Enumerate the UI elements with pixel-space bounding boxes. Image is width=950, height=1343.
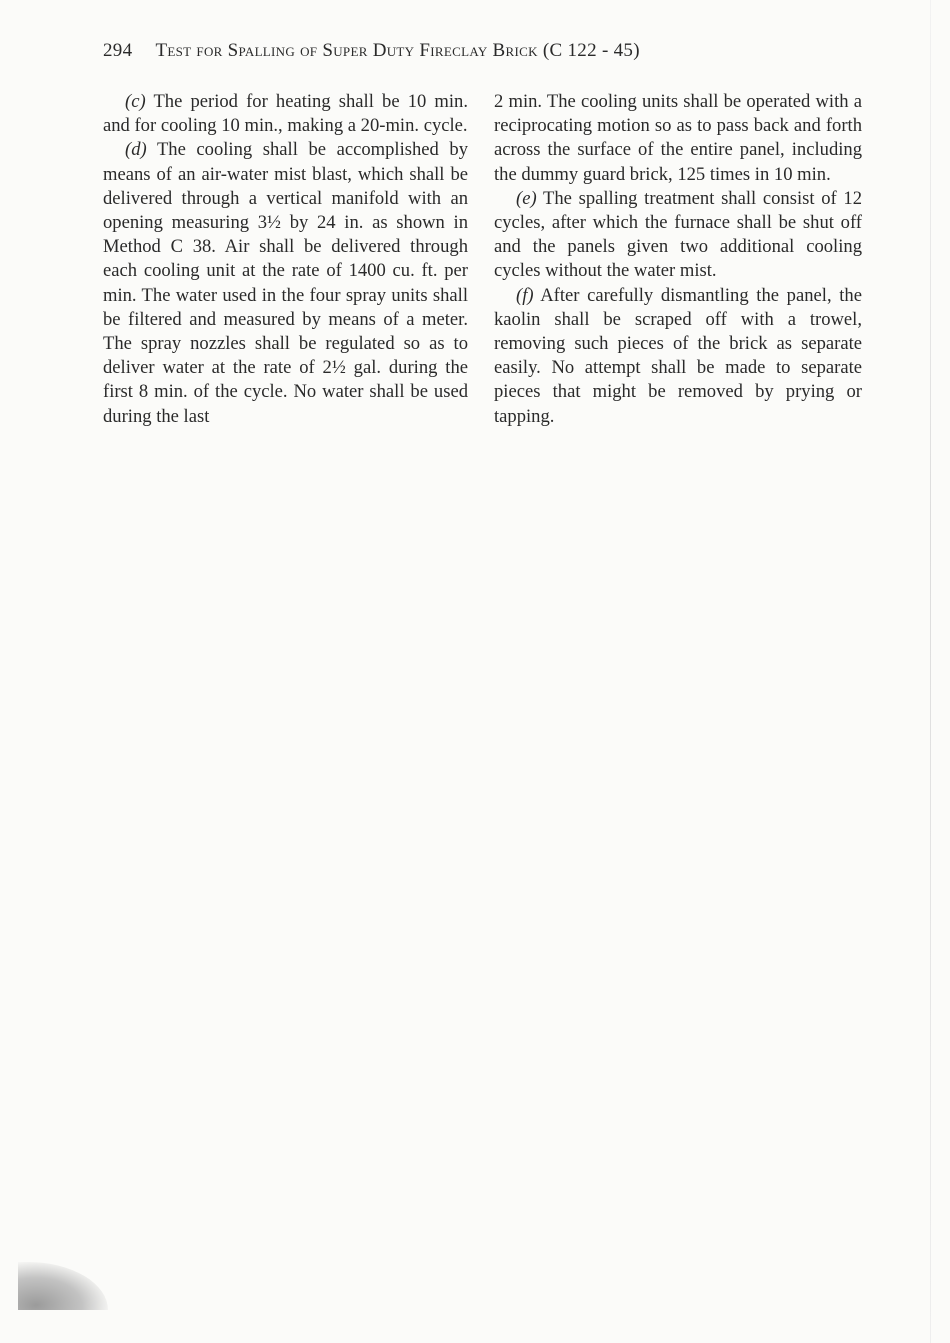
paragraph-c <box>103 90 468 138</box>
scanner-thumb-shadow <box>18 1262 108 1310</box>
paragraph-f <box>494 284 862 429</box>
paragraph-d-text: The cooling shall be accomplished by means of an air-water mist blast, which shall be delivered through a vertical manifold with an opening measuring 3½ by 24 in. as shown in Method C 38. Air shall be delivered through each cooling unit at the rate of 1400 cu. ft. per min. The water used in the four spray units shall be filtered and measured by means of a meter. The spray nozzles shall be regulated so as to deliver water at the rate of 2½ gal. during the first 8 min. of the cycle. No water shall be used during the last <box>103 139 468 427</box>
paragraph-f-text: After carefully dismantling the panel, the kaolin shall be scraped off with a trowel, removing such pieces of the brick as separate easily. No attempt shall be made to separate pieces that might be removed by prying or tapping. <box>494 284 862 427</box>
right-column <box>494 90 862 429</box>
paragraph-e-text: The spalling treatment shall consist of 12 cycles, after which the furnace shall be shut off and the panels given two additional cooling cycles without the water mist. <box>494 187 863 282</box>
paragraph-d-continued: 2 min. The cooling units shall be operated with a reciprocating motion so as to pass back and forth across the surface of the entire panel, including the dummy guard brick, 125 times in 10 min. <box>494 91 862 185</box>
standard-designation: (C 122 - 45) <box>542 40 640 61</box>
paragraph-c-label: (c) <box>125 91 146 112</box>
running-title: Test for Spalling of Super Duty Fireclay Brick <box>155 40 538 61</box>
paragraph-c-text: The period for heating shall be 10 min. and for cooling 10 min., making a 20-min. cycle. <box>103 91 468 137</box>
left-column <box>103 90 468 429</box>
running-header <box>103 40 823 62</box>
paragraph-e <box>494 187 862 284</box>
paragraph-e-label: (e) <box>516 187 537 209</box>
page-edge-line <box>930 0 931 1343</box>
paragraph-d <box>103 138 468 428</box>
paragraph-d-label: (d) <box>125 139 147 161</box>
paragraph-f-label: (f) <box>516 284 534 306</box>
page-number: 294 <box>103 40 133 61</box>
